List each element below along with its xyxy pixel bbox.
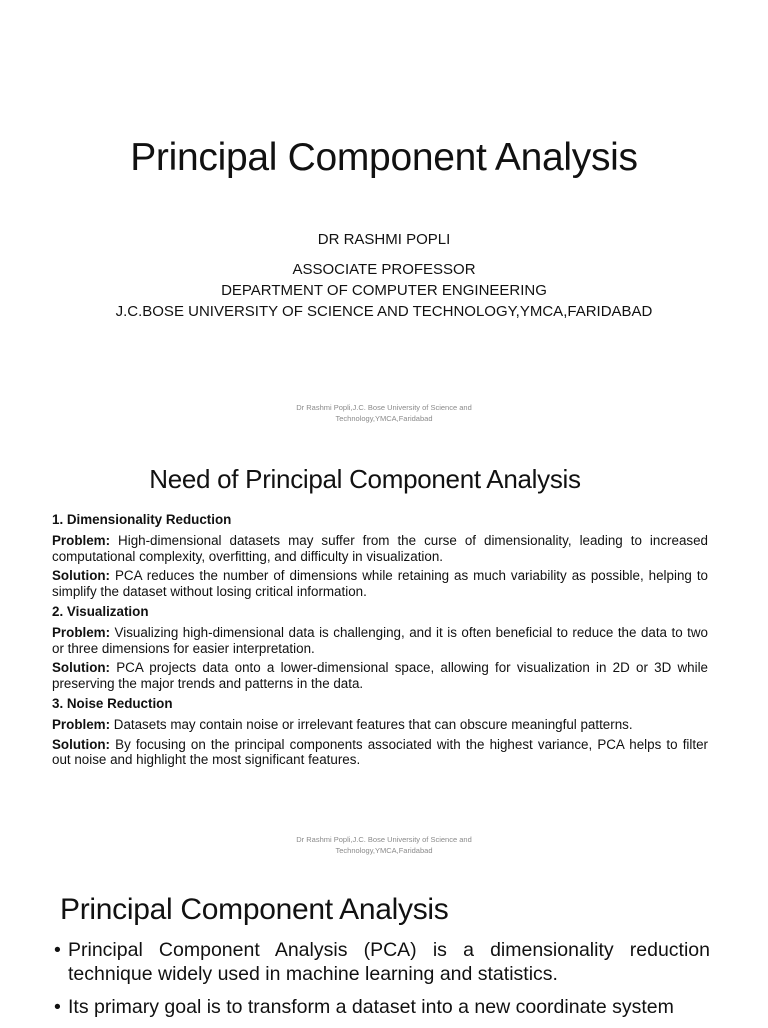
bullet-list [54, 938, 710, 1028]
slide-title: Need of Principal Component Analysis [149, 464, 581, 494]
problem-paragraph [52, 717, 708, 733]
footer-line: Dr Rashmi Popli,J.C. Bose University of Science and [296, 835, 472, 844]
problem-label: Problem: [52, 716, 111, 732]
solution-text: By focusing on the principal components associated with the highest variance, PCA helps to filter out noise and highlight the most significant features. [52, 736, 708, 768]
author-name: DR RASHMI POPLI [317, 231, 451, 248]
section-dimensionality-reduction [52, 512, 708, 600]
solution-text: PCA reduces the number of dimensions while retaining as much variability as possible, helping to simplify the dataset without losing critical information. [52, 568, 708, 600]
author-block [0, 229, 768, 322]
section-visualization [52, 604, 708, 692]
problem-paragraph [52, 625, 708, 657]
need-of-pca-slide [0, 440, 768, 860]
footer-line: Technology,YMCA,Faridabad [335, 846, 433, 855]
solution-paragraph [52, 568, 708, 600]
section-heading: 1. Dimensionality Reduction [52, 512, 232, 527]
bullet-icon: • [54, 939, 61, 961]
slide-footer [0, 402, 768, 424]
bullet-text: Its primary goal is to transform a dataset into a new coordinate system [68, 996, 674, 1018]
slide-body [52, 512, 708, 772]
solution-paragraph [52, 660, 708, 692]
slide-title: Principal Component Analysis [130, 136, 638, 179]
problem-text: Visualizing high-dimensional data is challenging, and it is often beneficial to reduce the data to two or three dimensions for easier interpretation. [52, 624, 708, 656]
solution-label: Solution: [52, 736, 111, 752]
problem-text: High-dimensional datasets may suffer from the curse of dimensionality, leading to increased computational complexity, overfitting, and difficulty in visualization. [52, 532, 708, 564]
solution-paragraph [52, 737, 708, 769]
footer-line: Dr Rashmi Popli,J.C. Bose University of Science and [296, 403, 472, 412]
author-position: ASSOCIATE PROFESSOR [292, 261, 476, 278]
section-noise-reduction [52, 696, 708, 768]
footer-line: Technology,YMCA,Faridabad [335, 414, 433, 423]
list-item [54, 995, 710, 1019]
bullet-icon: • [54, 996, 61, 1018]
solution-label: Solution: [52, 568, 111, 584]
bullet-text: Principal Component Analysis (PCA) is a dimensionality reduction technique widely used in machine learning and statistics. [68, 939, 710, 985]
problem-paragraph [52, 533, 708, 565]
problem-label: Problem: [52, 532, 111, 548]
author-university: J.C.BOSE UNIVERSITY OF SCIENCE AND TECHNOLOGY,YMCA,FARIDABAD [115, 303, 653, 320]
section-heading: 3. Noise Reduction [52, 695, 173, 711]
problem-label: Problem: [52, 624, 111, 640]
section-heading: 2. Visualization [52, 603, 149, 619]
solution-text: PCA projects data onto a lower-dimensional space, allowing for visualization in 2D or 3D while preserving the major trends and patterns in the data. [52, 660, 708, 692]
solution-label: Solution: [52, 660, 111, 676]
pca-intro-slide [0, 862, 768, 1024]
list-item [54, 938, 710, 986]
title-slide [0, 0, 768, 435]
problem-text: Datasets may contain noise or irrelevant features that can obscure meaningful patterns. [110, 716, 633, 732]
slide-footer [0, 834, 768, 856]
slide-title: Principal Component Analysis [60, 893, 449, 926]
author-department: DEPARTMENT OF COMPUTER ENGINEERING [221, 282, 547, 299]
